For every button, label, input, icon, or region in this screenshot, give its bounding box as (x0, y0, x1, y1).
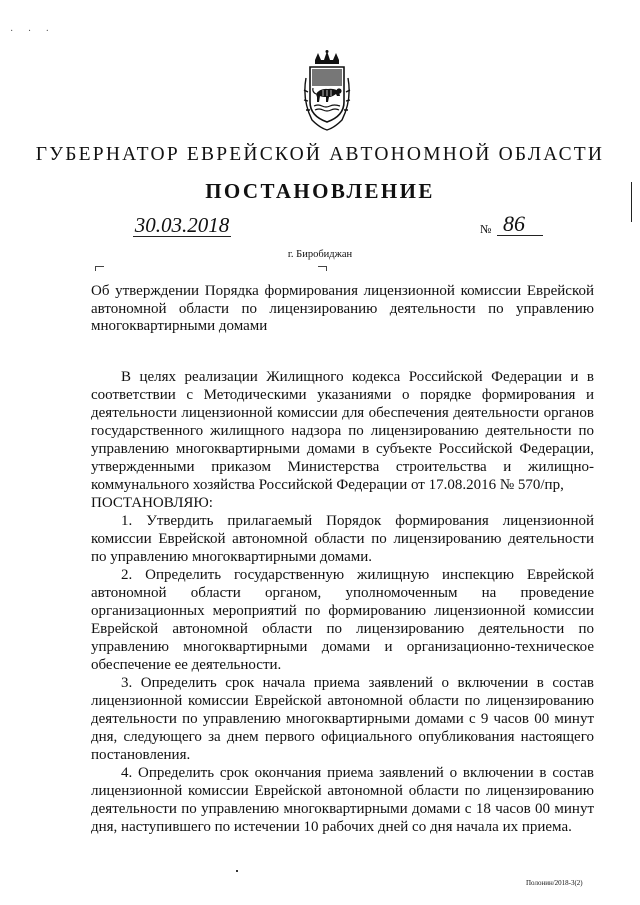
document-subject: Об утверждении Порядка формирования лицензионной комиссии Еврейской автономной области по лицензированию деятельности по управлению многоквартирными домами (91, 283, 594, 334)
decree-item-2: 2. Определить государственную жилищную инспекцию Еврейской автономной области органом, уполномоченным на проведение организационных мероприятий по формированию лицензионной комиссии Еврейской автономной области по лицензированию деятельности по управлению многоквартирными домами и организационно-техническое обеспечение ее деятельности. (91, 567, 594, 673)
footer-code: Полонин/2018-3(2) (526, 879, 583, 887)
scan-artifact: · · · (10, 26, 55, 37)
subject-bracket-left (95, 266, 104, 271)
document-date: 30.03.2018 (134, 213, 230, 237)
scan-artifact-dot (236, 870, 238, 872)
coat-of-arms-icon (296, 50, 358, 132)
number-sign: № (480, 222, 492, 236)
decree-item-1: 1. Утвердить прилагаемый Порядок формирования лицензионной комиссии Еврейской автономной области по лицензированию деятельности по управлению многоквартирными домами. (91, 513, 594, 565)
subject-bracket-right (318, 266, 327, 271)
document-number: 86 (497, 212, 543, 236)
decree-item-3: 3. Определить срок начала приема заявлений о включении в состав лицензионной комиссии Еврейской автономной области по лицензированию деятельности по управлению многоквартирными домами с 9 часов 00 минут дня, следующего за днем первого официального опубликования настоящего постановления. (91, 675, 594, 763)
decree-word: ПОСТАНОВЛЯЮ: (91, 495, 213, 511)
organization-title: ГУБЕРНАТОР ЕВРЕЙСКОЙ АВТОНОМНОЙ ОБЛАСТИ (35, 144, 605, 165)
decree-item-4: 4. Определить срок окончания приема заявлений о включении в состав лицензионной комиссии Еврейской автономной области по лицензированию деятельности по управлению многоквартирными домами с 18 часов 00 минут дня, наступившего по истечении 10 рабочих дней со дня начала их приема. (91, 765, 594, 835)
city-line: г. Биробиджан (287, 249, 353, 260)
document-type-heading: ПОСТАНОВЛЕНИЕ (205, 179, 435, 203)
document-body (91, 368, 594, 836)
preamble-paragraph: В целях реализации Жилищного кодекса Российской Федерации и в соответствии с Методическими указаниями о порядке формирования и деятельности лицензионной комиссии для обеспечения деятельности органов государственного жилищного надзора по лицензированию деятельности по управлению многоквартирными домами в субъекте Российской Федерации, утвержденными приказом Министерства строительства и жилищно-коммунального хозяйства Российской Федерации от 17.08.2016 № 570/пр, (91, 369, 594, 493)
